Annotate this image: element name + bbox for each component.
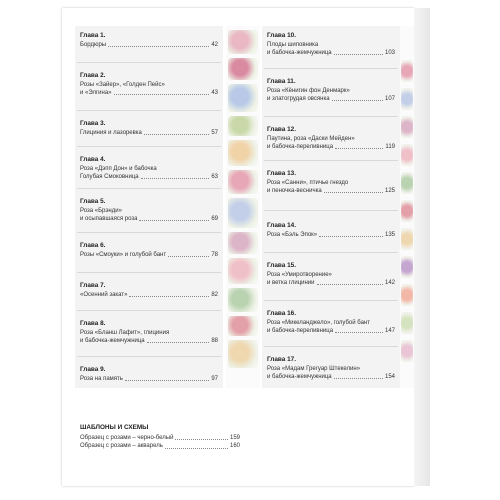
page-number: 97 [211, 376, 218, 382]
toc-entry[interactable] [80, 198, 218, 223]
chapter-title-line: и златогрудая овсянка [267, 96, 330, 102]
chapter-title-line: и бабочка-жемчужница [267, 50, 332, 56]
illustration-strip-right [400, 26, 414, 388]
flower-thumbnail [228, 30, 258, 54]
page-number: 135 [384, 232, 395, 238]
toc-entry[interactable] [267, 126, 395, 151]
page-number: 69 [211, 216, 218, 222]
entry-divider [77, 232, 221, 233]
flower-thumbnail [401, 340, 413, 362]
dot-leader [324, 187, 383, 193]
dot-leader [139, 215, 209, 221]
toc-entry[interactable] [80, 282, 218, 299]
chapter-title-line: и осыпавшаяся роза [80, 216, 138, 222]
chapter-label: Глава 15. [267, 262, 296, 269]
dot-leader [147, 337, 210, 343]
flower-thumbnail [228, 232, 258, 254]
flower-thumbnail [228, 116, 258, 136]
chapter-label: Глава 8. [80, 320, 106, 327]
page-number: 147 [384, 328, 395, 334]
entry-divider [77, 146, 221, 147]
chapter-label: Глава 11. [267, 78, 296, 85]
toc-entry[interactable] [80, 120, 218, 137]
flower-thumbnail [401, 256, 413, 278]
chapter-title-line: Розы «Смоуки» и голубой бант [80, 252, 167, 258]
flower-thumbnail [228, 58, 258, 80]
flower-thumbnail [228, 316, 258, 336]
toc-entry[interactable] [267, 170, 395, 195]
dot-leader [129, 291, 209, 297]
templates-row-page: 159 [229, 434, 240, 441]
chapter-label: Глава 12. [267, 126, 296, 133]
toc-entry[interactable] [80, 72, 218, 97]
page-number: 103 [384, 50, 395, 56]
chapter-title-line: Паутина, роза «Даски Мейден» [267, 136, 355, 142]
dot-leader [165, 442, 228, 449]
chapter-title-line: Роза «Бэль Эпок» [267, 232, 318, 238]
chapter-title-line: Голубая Смоковница [80, 174, 139, 180]
page-number: 154 [384, 374, 395, 380]
toc-entry[interactable] [80, 156, 218, 181]
toc-entry[interactable] [80, 242, 218, 259]
chapter-title-line: Глициния и лазоревка [80, 130, 142, 136]
templates-section [80, 424, 240, 451]
entry-divider [264, 68, 398, 69]
chapter-label: Глава 10. [267, 32, 296, 39]
templates-row-text: Образец с розами – черно-белый [80, 434, 174, 441]
toc-entry[interactable] [267, 310, 395, 335]
entry-divider [264, 346, 398, 347]
flower-thumbnail [401, 172, 413, 194]
entry-divider [77, 62, 221, 63]
entry-divider [264, 252, 398, 253]
chapter-label: Глава 16. [267, 310, 296, 317]
chapter-title-line: и бабочка-переливница [267, 144, 334, 150]
chapter-title-line: Роза «Брэнди» [80, 208, 122, 214]
chapter-title-line: и пеночка-весничка [267, 188, 322, 194]
dot-leader [114, 89, 210, 95]
toc-entry[interactable] [80, 32, 218, 49]
dot-leader [334, 373, 383, 379]
entry-divider [77, 310, 221, 311]
dot-leader [175, 434, 228, 441]
chapter-label: Глава 2. [80, 72, 106, 79]
flower-thumbnail [228, 170, 258, 194]
chapter-title-line: и бабочка-жемчужница [80, 338, 145, 344]
flower-thumbnail [401, 284, 413, 306]
entry-divider [264, 300, 398, 301]
page-number: 42 [211, 42, 218, 48]
chapter-title-line: и бабочка-жемчужница [267, 374, 332, 380]
chapter-title-line: и ветка глицинии [267, 280, 315, 286]
chapter-label: Глава 4. [80, 156, 106, 163]
flower-thumbnail [401, 116, 413, 138]
page-number: 43 [211, 90, 218, 96]
entry-divider [264, 160, 398, 161]
dot-leader [317, 279, 383, 285]
templates-row[interactable] [80, 442, 240, 451]
chapter-label: Глава 1. [80, 32, 106, 39]
templates-row[interactable] [80, 434, 240, 443]
page-number: 119 [385, 144, 395, 150]
entry-divider [77, 272, 221, 273]
chapter-title-line: «Осенний закат» [80, 292, 128, 298]
chapter-label: Глава 14. [267, 222, 296, 229]
entry-divider [77, 356, 221, 357]
chapter-title-line: Розы «Зайер», «Голден Пейс» [80, 82, 165, 88]
toc-entry[interactable] [80, 320, 218, 345]
dot-leader [319, 231, 383, 237]
toc-entry[interactable] [267, 356, 395, 381]
chapter-label: Глава 3. [80, 120, 106, 127]
templates-heading: ШАБЛОНЫ И СХЕМЫ [80, 424, 149, 431]
chapter-title-line: Бордюры [80, 42, 107, 48]
chapter-label: Глава 7. [80, 282, 106, 289]
page-number: 78 [211, 252, 218, 258]
dot-leader [335, 327, 383, 333]
chapter-title-line: и бабочка-переливница [267, 328, 334, 334]
flower-thumbnail [228, 288, 258, 312]
flower-thumbnail [401, 228, 413, 250]
chapter-title-line: Роза «Микеланджело», голубой бант [267, 320, 370, 326]
chapter-label: Глава 9. [80, 366, 106, 373]
flower-thumbnail [228, 198, 258, 228]
dot-leader [168, 251, 209, 257]
page-number: 142 [384, 280, 395, 286]
templates-row-text: Образец с розами – акварель [80, 443, 163, 449]
templates-row-page: 160 [229, 443, 240, 449]
toc-entry[interactable] [267, 222, 395, 239]
dot-leader [108, 41, 209, 47]
toc-entry[interactable] [267, 78, 395, 103]
chapter-title-line: Роза на память [80, 376, 123, 382]
flower-thumbnail [228, 340, 258, 368]
flower-thumbnail [401, 144, 413, 166]
chapter-title-line: Плоды шиповника [267, 42, 319, 48]
toc-entry[interactable] [267, 262, 395, 287]
chapter-title-line: и «Элгина» [80, 90, 112, 96]
toc-entry[interactable] [80, 366, 218, 383]
flower-thumbnail [401, 312, 413, 334]
chapter-title-line: Роза «Мадам Грегуар Штекелин» [267, 366, 361, 372]
page-number: 82 [211, 292, 218, 298]
chapter-label: Глава 6. [80, 242, 106, 249]
chapter-title-line: Роза «Кёнигин фон Денмарк» [267, 88, 350, 94]
page-number: 63 [211, 174, 218, 180]
page-number: 57 [211, 130, 218, 136]
chapter-label: Глава 17. [267, 356, 296, 363]
illustration-strip [226, 26, 260, 388]
entry-divider [77, 188, 221, 189]
page-number: 88 [211, 338, 218, 344]
chapter-label: Глава 5. [80, 198, 106, 205]
entry-divider [264, 116, 398, 117]
flower-thumbnail [401, 60, 413, 82]
chapter-title-line: Роза «Дэпп Дон» и бабочка [80, 166, 157, 172]
entry-divider [264, 210, 398, 211]
page-edge [414, 8, 430, 486]
flower-thumbnail [401, 88, 413, 110]
dot-leader [335, 143, 383, 149]
flower-thumbnail [228, 140, 258, 166]
dot-leader [141, 173, 210, 179]
dot-leader [144, 129, 209, 135]
flower-thumbnail [401, 200, 413, 222]
toc-entry[interactable] [267, 32, 395, 57]
entry-divider [77, 110, 221, 111]
chapter-title-line: Роза «Бланш Лафит», глициния [80, 330, 170, 336]
dot-leader [125, 375, 209, 381]
flower-thumbnail [228, 84, 258, 112]
chapter-title-line: Роза «Умиротворение» [267, 272, 332, 278]
dot-leader [334, 49, 383, 55]
page-number: 107 [384, 96, 395, 102]
flower-thumbnail [228, 258, 258, 284]
dot-leader [332, 95, 383, 101]
chapter-label: Глава 13. [267, 170, 296, 177]
chapter-title-line: Роза «Санни», птичье гнездо [267, 180, 349, 186]
page-number: 125 [384, 188, 395, 194]
